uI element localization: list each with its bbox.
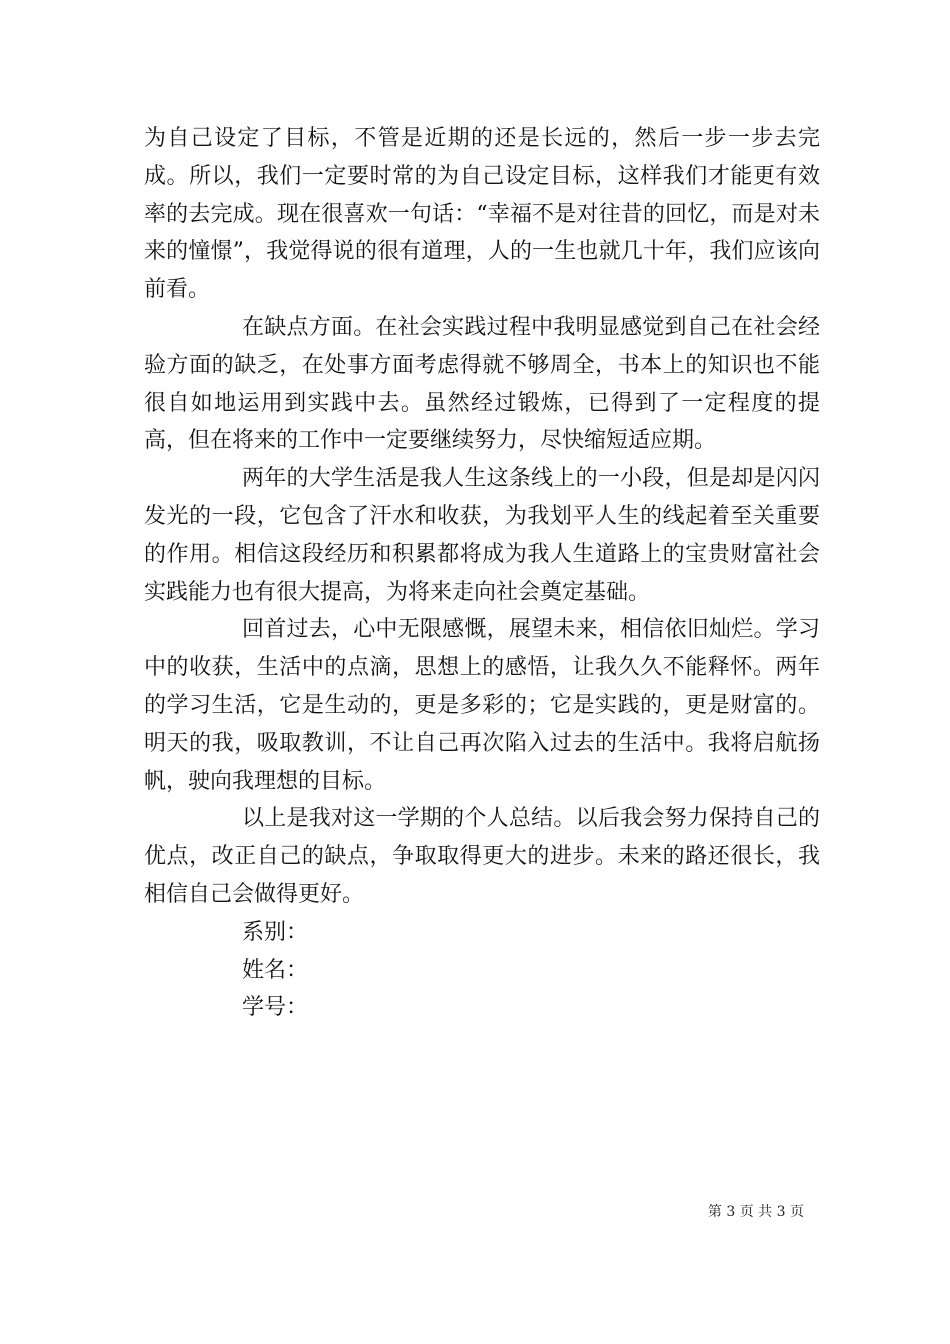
signature-student-id: 学号：: [242, 995, 309, 1021]
signature-department: 系别：: [242, 919, 309, 945]
paragraph-goals: 为自己设定了目标，不管是近期的还是长远的，然后一步一步去完成。所以，我们一定要时常的为自己设定目标，这样我们才能更有效率的去完成。现在很喜欢一句话：“幸福不是对往昔的回忆，而是对未来的憧憬”，我觉得说的很有道理，人的一生也就几十年，我们应该向前看。: [144, 126, 820, 303]
document-body: [144, 120, 820, 1027]
paragraph-reflection: 回首过去，心中无限感慨，展望未来，相信依旧灿烂。学习中的收获，生活中的点滴，思想上的感悟，让我久久不能释怀。两年的学习生活，它是生动的，更是多彩的；它是实践的，更是财富的。明天的我，吸取教训，不让自己再次陷入过去的生活中。我将启航扬帆，驶向我理想的目标。: [144, 617, 820, 794]
paragraph-shortcomings: 在缺点方面。在社会实践过程中我明显感觉到自己在社会经验方面的缺乏，在处事方面考虑得就不够周全，书本上的知识也不能很自如地运用到实践中去。虽然经过锻炼，已得到了一定程度的提高，但在将来的工作中一定要继续努力，尽快缩短适应期。: [144, 314, 820, 454]
paragraph-conclusion: 以上是我对这一学期的个人总结。以后我会努力保持自己的优点，改正自己的缺点，争取取得更大的进步。未来的路还很长，我相信自己会做得更好。: [144, 806, 820, 907]
page-number-footer: 第 3 页 共 3 页: [707, 1204, 804, 1220]
paragraph-college-life: 两年的大学生活是我人生这条线上的一小段，但是却是闪闪发光的一段，它包含了汗水和收获，为我划平人生的线起着至关重要的作用。相信这段经历和积累都将成为我人生道路上的宝贵财富社会实践能力也有很大提高，为将来走向社会奠定基础。: [144, 466, 820, 605]
signature-name: 姓名：: [242, 957, 309, 983]
